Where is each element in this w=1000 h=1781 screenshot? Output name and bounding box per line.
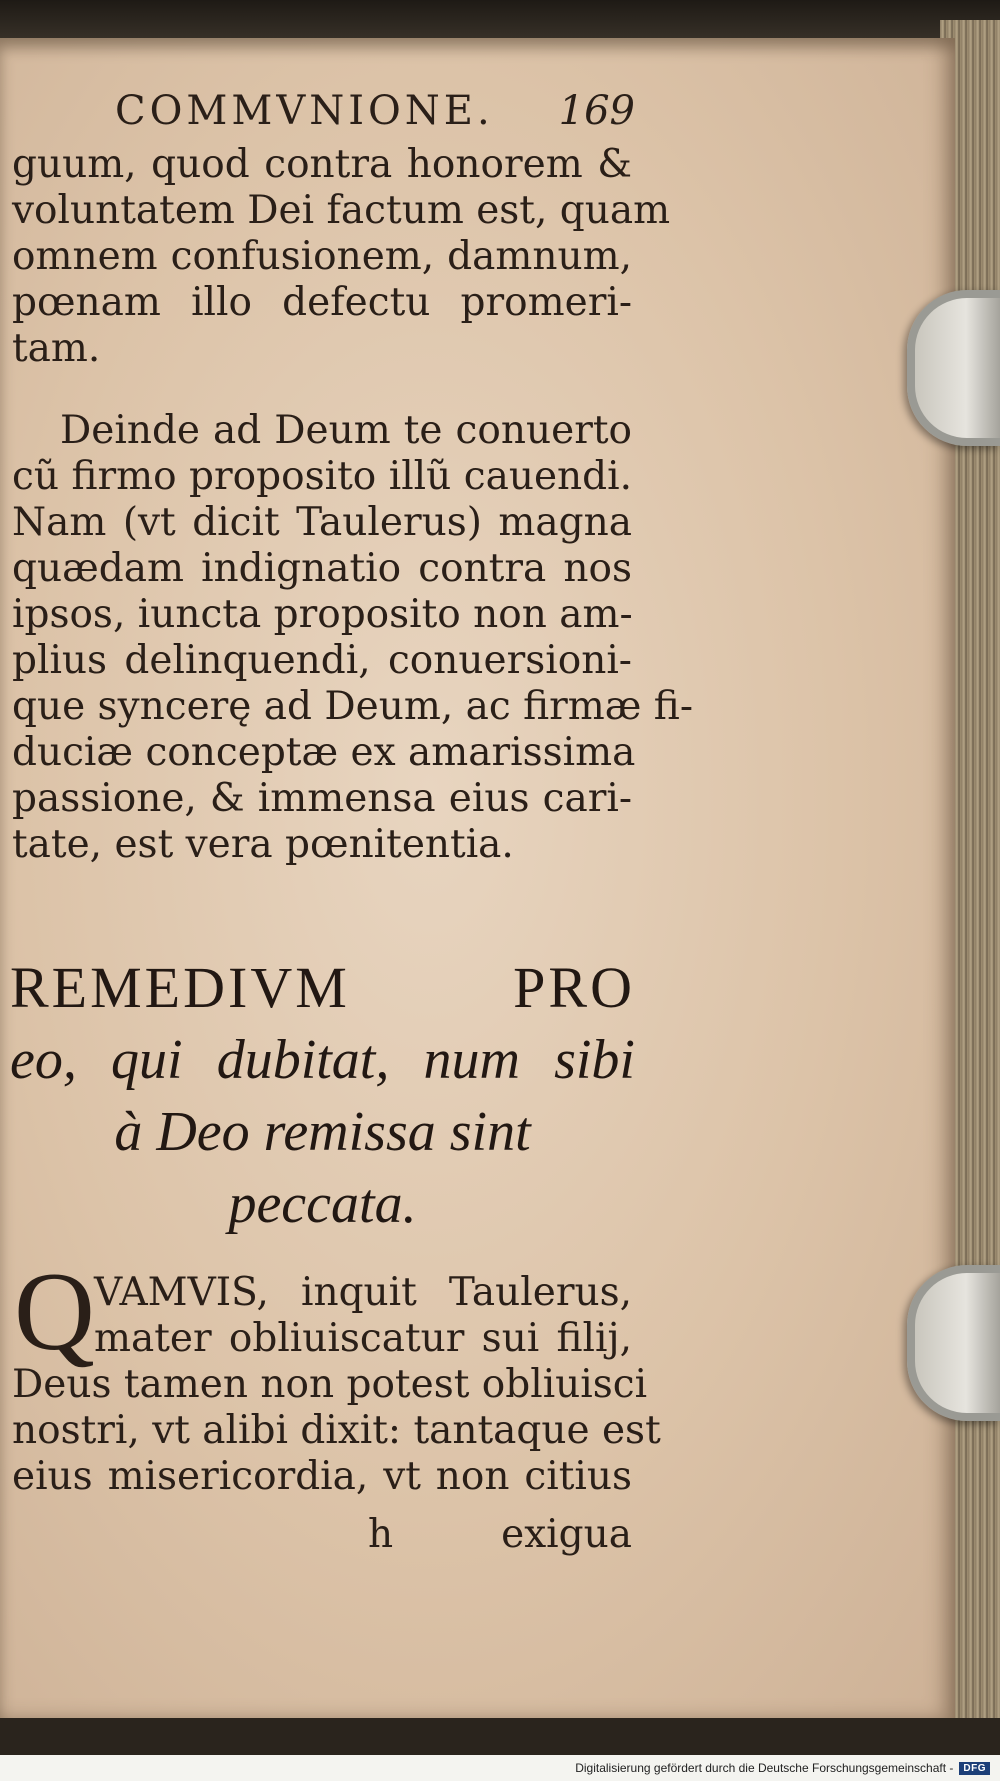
heading-line: à Deo remissa sint	[114, 1101, 531, 1163]
text-line: tam.	[12, 326, 101, 371]
page-number: 169	[558, 88, 635, 134]
text-line: tate, est vera pœnitentia.	[12, 822, 514, 867]
paragraph-1	[12, 142, 671, 372]
text-line: omnem confusionem, damnum,	[12, 234, 632, 279]
dfg-logo: DFG	[959, 1762, 990, 1775]
text-line: VAMVIS, inquit Taulerus,	[94, 1270, 632, 1315]
heading-line: peccata.	[228, 1173, 417, 1235]
text-line: pœnam illo defectu promeri-	[12, 280, 632, 325]
text-line: guum, quod contra honorem &	[12, 142, 632, 187]
footer-credit: Digitalisierung gefördert durch die Deutsche Forschungsgemeinschaft -	[575, 1761, 954, 1775]
drop-capital: Q	[14, 1250, 95, 1374]
text-line: mater obliuiscatur sui filij,	[94, 1316, 632, 1361]
catchword: exigua	[501, 1512, 632, 1557]
running-head-title: COMMVNIONE.	[115, 88, 494, 134]
metal-clip	[907, 290, 1000, 446]
text-line: duciæ conceptæ ex amarissima	[12, 730, 636, 775]
running-head	[115, 88, 635, 134]
digitization-footer	[0, 1755, 1000, 1781]
text-line: voluntatem Dei factum est, quam	[12, 188, 671, 233]
text-line: plius delinquendi, conuersioni-	[12, 638, 632, 683]
text-line: quædam indignatio contra nos	[12, 546, 632, 591]
signature-mark: h	[368, 1512, 394, 1557]
metal-clip	[907, 1265, 1000, 1421]
text-line: eius misericordia, vt non citius	[12, 1454, 632, 1499]
paragraph-3	[12, 1270, 661, 1500]
text-line: Nam (vt dicit Taulerus) magna	[12, 500, 632, 545]
section-heading	[10, 952, 635, 1240]
text-line: passione, & immensa eius cari-	[12, 776, 632, 821]
text-line: cũ firmo proposito illũ cauendi.	[12, 454, 632, 499]
text-line: nostri, vt alibi dixit: tantaque est	[12, 1408, 661, 1453]
text-line: Deinde ad Deum te conuerto	[60, 408, 632, 453]
text-line: ipsos, iuncta proposito non am-	[12, 592, 633, 637]
heading-line: eo, qui dubitat, num sibi	[10, 1029, 635, 1091]
text-line: Deus tamen non potest obliuisci	[12, 1362, 648, 1407]
text-line: que syncerę ad Deum, ac firmæ fi-	[12, 684, 693, 729]
paragraph-2	[12, 408, 693, 868]
heading-line: REMEDIVM PRO	[10, 955, 635, 1020]
